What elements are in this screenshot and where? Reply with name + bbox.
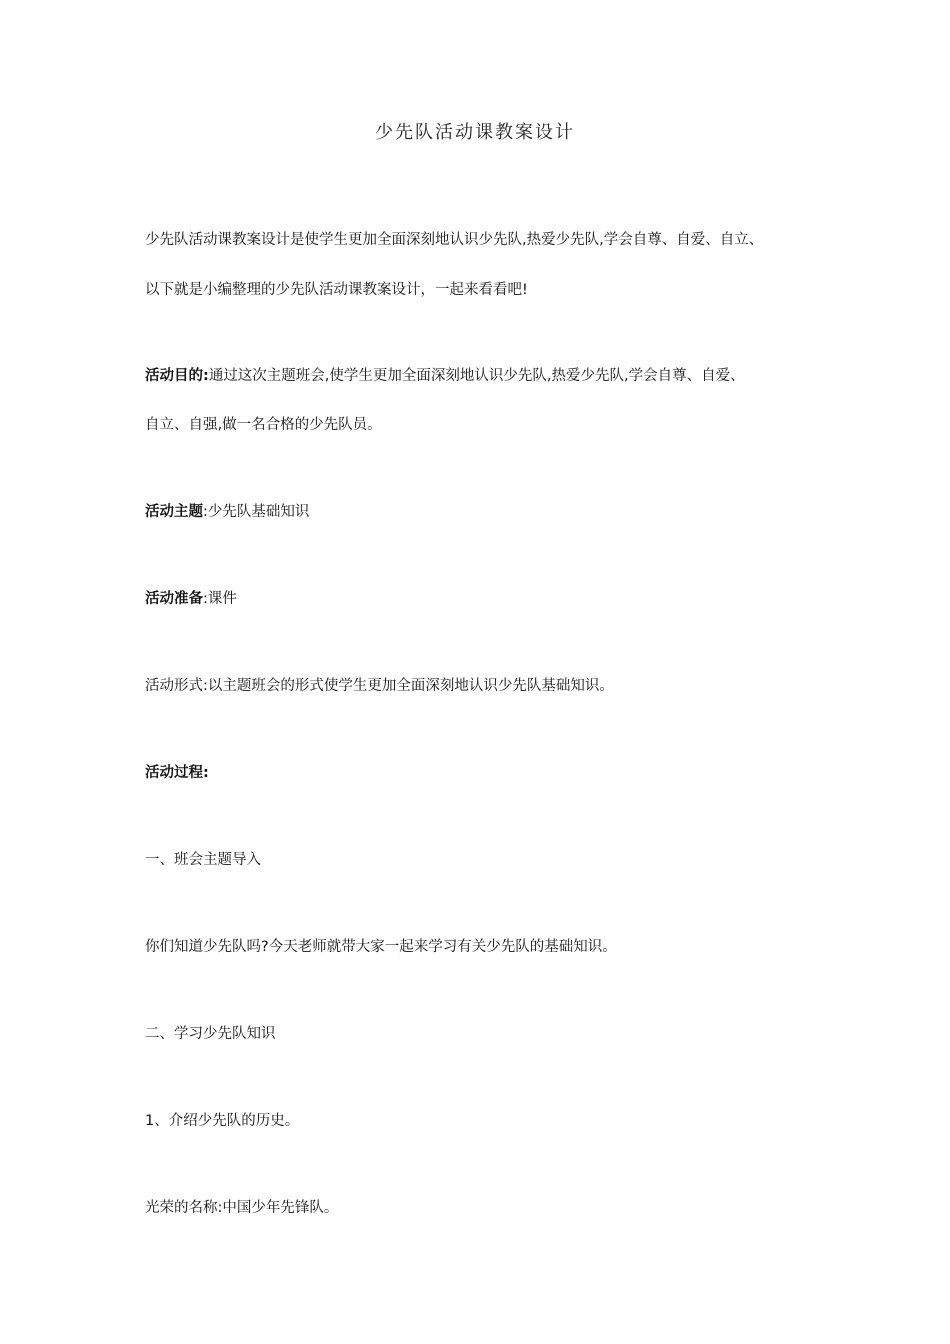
preparation-label: 活动准备 <box>145 591 203 607</box>
intro-line-1: 少先队活动课教案设计是使学生更加全面深刻地认识少先队,热爱少先队,学会自尊、自爱、自立、 <box>145 232 764 248</box>
theme-label: 活动主题 <box>145 504 203 520</box>
section-heading-2: 二、学习少先队知识 <box>145 1026 276 1042</box>
section-paragraph-1: 你们知道少先队吗?今天老师就带大家一起来学习有关少先队的基础知识。 <box>145 939 617 955</box>
process-heading: 活动过程: <box>145 765 209 781</box>
preparation-text: :课件 <box>203 591 237 607</box>
document-title: 少先队活动课教案设计 <box>375 122 575 143</box>
form-paragraph: 活动形式:以主题班会的形式使学生更加全面深刻地认识少先队基础知识。 <box>145 678 614 694</box>
purpose-text-line-2: 自立、自强,做一名合格的少先队员。 <box>145 417 382 433</box>
section-heading-1: 一、班会主题导入 <box>145 852 261 868</box>
purpose-text-line-1: 通过这次主题班会,使学生更加全面深刻地认识少先队,热爱少先队,学会自尊、自爱、 <box>208 368 745 384</box>
purpose-label: 活动目的: <box>145 368 209 384</box>
theme-text: :少先队基础知识 <box>203 504 310 520</box>
section-subheading-1: 1、介绍少先队的历史。 <box>145 1113 300 1129</box>
section-paragraph-2: 光荣的名称:中国少年先锋队。 <box>145 1200 339 1216</box>
purpose-paragraph <box>145 366 825 386</box>
theme-paragraph <box>145 502 825 522</box>
preparation-paragraph <box>145 589 825 609</box>
intro-line-2: 以下就是小编整理的少先队活动课教案设计，一起来看看吧! <box>145 282 528 298</box>
